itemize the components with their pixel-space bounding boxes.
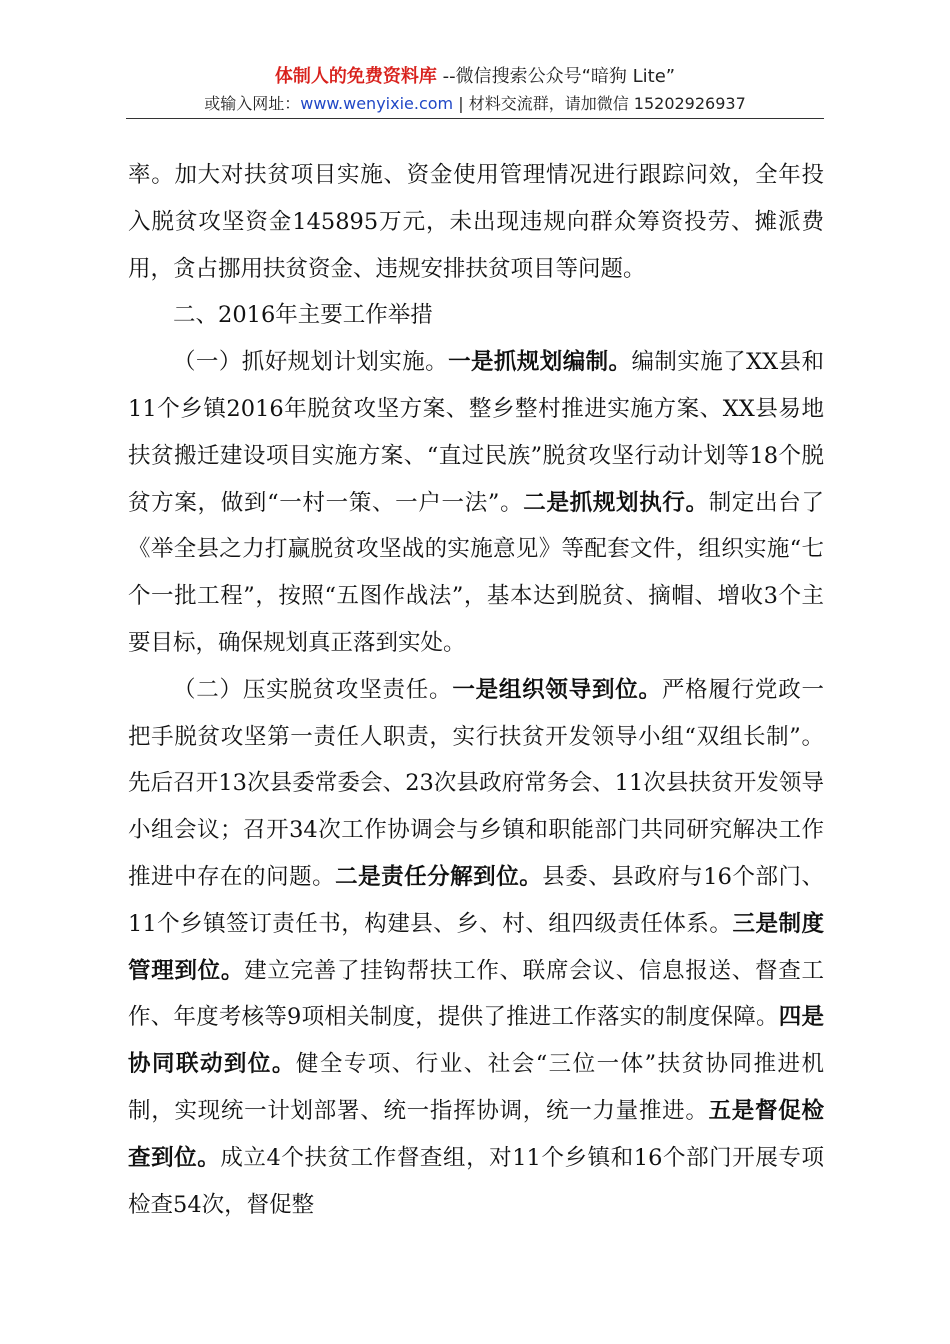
- paragraph-text: 严格履行党政一把手脱贫攻坚第一责任人职责，实行扶贫开发领导小组“双组长制”。先后召开13次县委常委会、23次县政府常务会、11次县扶贫开发领导小组会议；召开34次工作协调会与乡镇和职能部门共同研究解决工作推进中存在的问题。: [128, 676, 824, 890]
- key-point: 一是组织领导到位。: [452, 676, 662, 703]
- url-label: 或输入网址：: [204, 94, 301, 113]
- key-point: 三是制度管理到位。: [128, 910, 824, 984]
- header-line-2: [0, 92, 950, 116]
- document-body: [128, 152, 824, 1228]
- key-point: 一是抓规划编制。: [448, 349, 632, 376]
- key-point: 四是协同联动到位。: [128, 1004, 824, 1078]
- header-divider: [126, 118, 824, 119]
- header-line-1: [0, 64, 950, 90]
- subsection-heading-2: （二）压实脱贫攻坚责任。: [173, 676, 453, 703]
- paragraph-text: 编制实施了XX县和11个乡镇2016年脱贫攻坚方案、整乡整村推进实施方案、XX县易地扶贫搬迁建设项目实施方案、“直过民族”脱贫攻坚行动计划等18个脱贫方案，做到“一村一策、一户一法”。: [128, 349, 824, 516]
- paragraph-responsibility: [128, 667, 824, 1229]
- key-point: 二是抓规划执行。: [523, 489, 709, 516]
- website-link[interactable]: www.wenyixie.com: [300, 94, 454, 113]
- wechat-slogan: --微信搜索公众号“暗狗 Lite”: [436, 66, 676, 87]
- paragraph-planning: [128, 339, 824, 667]
- header-separator: |: [453, 94, 469, 113]
- subsection-heading-1: （一）抓好规划计划实施。: [173, 349, 449, 376]
- brand-title: 体制人的免费资料库: [274, 66, 437, 87]
- paragraph-continuation: 率。加大对扶贫项目实施、资金使用管理情况进行跟踪问效，全年投入脱贫攻坚资金145895万元，未出现违规向群众筹资投劳、摊派费用，贪占挪用扶贫资金、违规安排扶贫项目等问题。: [128, 162, 824, 282]
- watermark-header: [0, 64, 950, 116]
- paragraph-text: 制定出台了《举全县之力打赢脱贫攻坚战的实施意见》等配套文件，组织实施“七个一批工程”，按照“五图作战法”，基本达到脱贫、摘帽、增收3个主要目标，确保规划真正落到实处。: [128, 489, 824, 656]
- key-point: 五是督促检查到位。: [128, 1097, 824, 1171]
- paragraph-text: 成立4个扶贫工作督查组，对11个乡镇和16个部门开展专项检查54次，督促整: [128, 1144, 824, 1218]
- paragraph-text: 健全专项、行业、社会“三位一体”扶贫协同推进机制，实现统一计划部署、统一指挥协调，统一力量推进。: [128, 1051, 824, 1124]
- section-heading: 二、2016年主要工作举措: [173, 302, 433, 329]
- paragraph-text: 县委、县政府与16个部门、11个乡镇签订责任书，构建县、乡、村、组四级责任体系。: [128, 863, 824, 937]
- contact-info: 材料交流群，请加微信 15202926937: [468, 94, 746, 113]
- key-point: 二是责任分解到位。: [335, 863, 543, 890]
- paragraph-text: 建立完善了挂钩帮扶工作、联席会议、信息报送、督查工作、年度考核等9项相关制度，提供了推进工作落实的制度保障。: [128, 957, 824, 1031]
